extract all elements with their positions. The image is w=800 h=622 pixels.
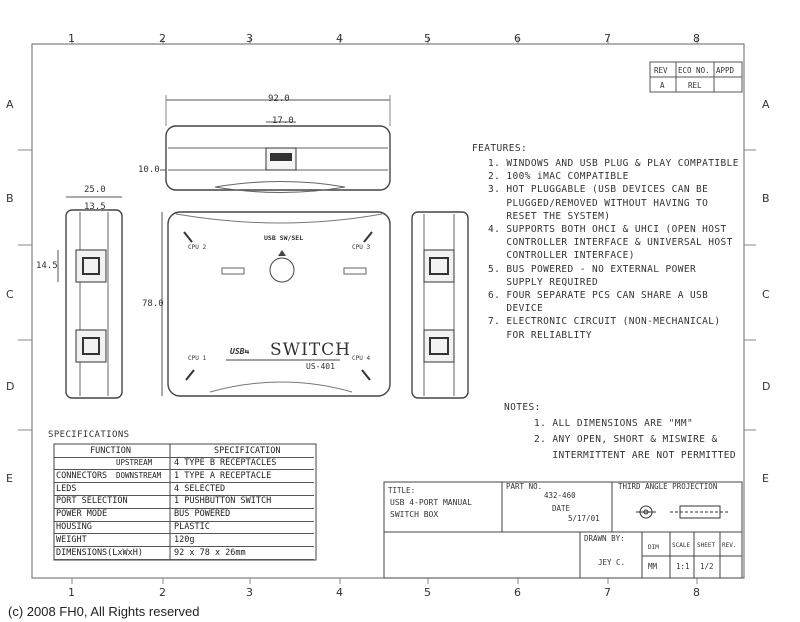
scale-label: SCALE [672,542,691,549]
model-label: US-401 [306,362,335,371]
grid-col-8-bottom: 8 [693,586,700,599]
specs-value: 4 TYPE B RECEPTACLES [174,458,277,468]
feature-line: 4. SUPPORTS BOTH OHCI & UHCI (OPEN HOST [488,224,727,235]
grid-row-e: E [6,472,13,485]
grid-row-c: C [6,288,14,301]
features-title: FEATURES: [472,143,528,154]
cpu3-label: CPU 3 [352,244,371,251]
specs-function: LEDS [56,483,77,494]
grid-col-5: 5 [424,32,431,45]
specs-value: 92 x 78 x 26mm [174,547,246,558]
rev-header-rev: REV [654,66,668,75]
specs-value: 4 SELECTED [174,483,226,494]
specs-row [54,521,314,534]
grid-row-b: B [6,192,14,205]
title-label: TITLE: [388,486,416,495]
grid-col-6: 6 [514,32,521,45]
grid-col-3-bottom: 3 [246,586,253,599]
grid-col-4-bottom: 4 [336,586,343,599]
specs-value: 120g [174,534,195,545]
rev-label: REV. [722,542,737,549]
switch-label: SWITCH [270,340,352,360]
drawn-label: DRAWN BY: [584,534,625,543]
grid-col-5-bottom: 5 [424,586,431,599]
specs-function: DIMENSIONS(LxWxH) [56,547,143,558]
grid-row-a-right: A [762,98,770,111]
scale-value: 1:1 [676,562,690,571]
grid-col-3: 3 [246,32,253,45]
specs-function: CONNECTORS [56,470,108,481]
sheet-value: 1/2 [700,562,714,571]
grid-col-1-bottom: 1 [68,586,75,599]
grid-col-6-bottom: 6 [514,586,521,599]
specs-subfunction: DOWNSTREAM [116,470,162,480]
part-label: PART NO. [506,482,543,491]
grid-row-e-right: E [762,472,769,485]
feature-line: RESET THE SYSTEM) [488,210,611,222]
specs-row [54,457,314,470]
note-3: INTERMITTENT ARE NOT PERMITTED [534,450,736,461]
grid-row-d-right: D [762,380,771,393]
grid-row-d: D [6,380,15,393]
specs-function: POWER MODE [56,509,108,520]
specs-title: SPECIFICATIONS [48,430,130,440]
feature-line: 7. ELECTRONIC CIRCUIT (NON-MECHANICAL) [488,316,721,328]
dim-value: MM [648,562,658,571]
note-1: 1. ALL DIMENSIONS ARE "MM" [534,418,694,429]
grid-col-1: 1 [68,32,75,45]
feature-line: DEVICE [488,303,544,315]
specs-subfunction: UPSTREAM [116,458,153,467]
grid-col-2: 2 [159,32,166,45]
title-line2: SWITCH BOX [390,510,439,519]
specs-row [54,483,314,496]
grid-row-c-right: C [762,288,770,301]
dim-side-inner: 13.5 [84,202,106,212]
specs-table [54,444,316,560]
dim-body-height: 78.0 [142,299,164,309]
dim-side-width: 25.0 [84,185,106,195]
rev-eco-value: REL [688,81,702,90]
copyright-text: (c) 2008 FH0, All Rights reserved [8,604,200,619]
specs-value: BUS POWERED [174,509,231,520]
grid-col-7-bottom: 7 [604,586,611,599]
specs-header [54,444,314,458]
grid-col-4: 4 [336,32,343,45]
feature-line: CONTROLLER INTERFACE & UNIVERSAL HOST [488,237,733,249]
date-value: 5/17/01 [568,514,600,523]
cpu2-label: CPU 2 [188,244,207,251]
note-2: 2. ANY OPEN, SHORT & MISWIRE & [534,434,718,445]
feature-line: 6. FOUR SEPARATE PCS CAN SHARE A USB [488,290,709,301]
dim-port-width: 17.0 [272,116,294,126]
specs-value: PLASTIC [174,522,210,532]
specs-header-spec: SPECIFICATION [214,446,281,456]
grid-col-7: 7 [604,32,611,45]
dim-label: DIM [648,544,659,551]
feature-line: SUPPLY REQUIRED [488,276,599,288]
grid-col-8: 8 [693,32,700,45]
dim-side-port: 14.5 [36,261,58,271]
specs-header-function: FUNCTION [90,446,131,456]
feature-line: 5. BUS POWERED - NO EXTERNAL POWER [488,263,697,275]
dim-port-height: 10.0 [138,165,160,175]
rev-header-eco: ECO NO. [678,66,710,75]
specs-function: HOUSING [56,522,92,532]
feature-line: FOR RELIABLITY [488,329,593,341]
usb-logo: USB⇆ [230,347,250,356]
date-label: DATE [552,504,571,513]
feature-line: PLUGGED/REMOVED WITHOUT HAVING TO [488,197,709,209]
dim-top-width: 92.0 [268,94,290,104]
specs-value: 1 TYPE A RECEPTACLE [174,470,272,481]
sheet-label: SHEET [697,542,716,549]
specs-row [54,534,314,547]
drawn-by: JEY C. [598,558,626,567]
specs-row [54,470,314,483]
grid-row-a: A [6,98,14,111]
grid-col-2-bottom: 2 [159,586,166,599]
usb-select-label: USB SW/SEL [264,234,304,242]
title-line1: USB 4-PORT MANUAL [390,498,472,507]
cpu4-label: CPU 4 [352,355,371,362]
specs-row [54,547,314,560]
feature-line: 3. HOT PLUGGABLE (USB DEVICES CAN BE [488,184,709,196]
specs-row [54,508,314,521]
feature-line: CONTROLLER INTERFACE) [488,250,635,262]
cpu1-label: CPU 1 [188,355,207,362]
part-no: 432-460 [544,491,576,500]
specs-value: 1 PUSHBUTTON SWITCH [174,496,272,507]
projection-label: THIRD ANGLE PROJECTION [618,482,718,491]
feature-line: 2. 100% iMAC COMPATIBLE [488,171,629,183]
select-label: SELECT [270,162,289,168]
grid-row-b-right: B [762,192,770,205]
rev-value: A [660,81,665,90]
specs-function: WEIGHT [56,534,87,545]
notes-title: NOTES: [504,402,541,413]
specs-function: PORT SELECTION [56,496,128,507]
specs-row [54,495,314,508]
feature-line: 1. WINDOWS AND USB PLUG & PLAY COMPATIBLE [488,158,739,169]
rev-header-appd: APPD [716,66,735,75]
